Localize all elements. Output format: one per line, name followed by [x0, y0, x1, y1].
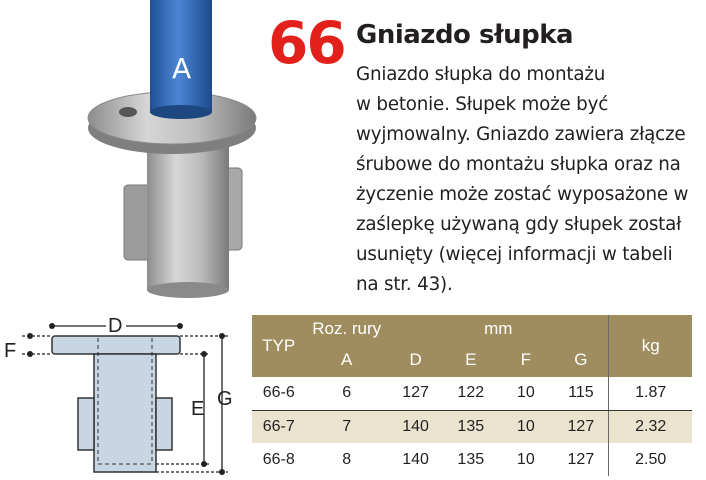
description-line: wyjmowalny. Gniazdo zawiera złącze [356, 124, 686, 145]
subheader-f: F [498, 343, 553, 377]
table-row [252, 443, 692, 476]
description-line: usunięty (więcej informacji w tabeli [356, 244, 673, 265]
description-line: w betonie. Słupek może być [356, 94, 609, 115]
cell-kg: 1.87 [609, 377, 692, 410]
cell-a: 6 [305, 377, 388, 410]
spec-table [252, 315, 692, 476]
description-line: Gniazdo słupka do montażu [356, 64, 606, 85]
cell-f: 10 [498, 410, 553, 443]
cell-f: 10 [498, 377, 553, 410]
cell-kg: 2.50 [609, 443, 692, 476]
cell-typ: 66-6 [252, 377, 305, 410]
cell-d: 140 [402, 450, 429, 468]
header-mm: mm [388, 315, 609, 343]
cell-typ: 66-8 [262, 450, 295, 468]
table-row [252, 410, 692, 443]
cell-a: 7 [305, 410, 388, 443]
cell-g: 127 [553, 410, 609, 443]
technical-drawing [0, 306, 250, 480]
cell-e: 135 [443, 410, 498, 443]
dim-label-g: G [217, 388, 233, 410]
product-title: Gniazdo słupka [356, 20, 574, 50]
cell-typ: 66-7 [252, 410, 305, 443]
photo-label-a: A [172, 52, 192, 85]
description-line: życzenie może zostać wyposażone w [356, 184, 689, 205]
cell-d: 127 [388, 377, 443, 410]
cell-f: 10 [516, 450, 535, 468]
cell-g: 115 [553, 377, 609, 410]
cell-kg: 2.32 [609, 410, 692, 443]
header-typ: TYP [252, 315, 305, 377]
product-number: 66 [268, 9, 345, 77]
header-row [252, 315, 692, 343]
dim-label-d: D [108, 315, 123, 337]
table-row [252, 377, 692, 410]
subheader-d: D [388, 343, 443, 377]
subheader-e: E [443, 343, 498, 377]
cell-d: 140 [388, 410, 443, 443]
description-line: śrubowe do montażu słupka oraz na [356, 154, 681, 175]
header-kg: kg [609, 315, 692, 377]
cell-a: 8 [342, 450, 352, 468]
subheader-a: A [305, 343, 388, 377]
dim-label-f: F [4, 340, 17, 362]
product-description [356, 60, 701, 300]
header-roz-rury: Roz. rury [305, 315, 388, 343]
description-line: zaślepkę używaną gdy słupek został [356, 214, 682, 235]
subheader-g: G [553, 343, 609, 377]
cell-g: 127 [567, 450, 595, 468]
description-line: na str. 43). [356, 274, 453, 295]
product-photo [0, 0, 260, 300]
cell-e: 135 [457, 450, 485, 468]
dim-label-e: E [191, 398, 205, 420]
cell-e: 122 [443, 377, 498, 410]
